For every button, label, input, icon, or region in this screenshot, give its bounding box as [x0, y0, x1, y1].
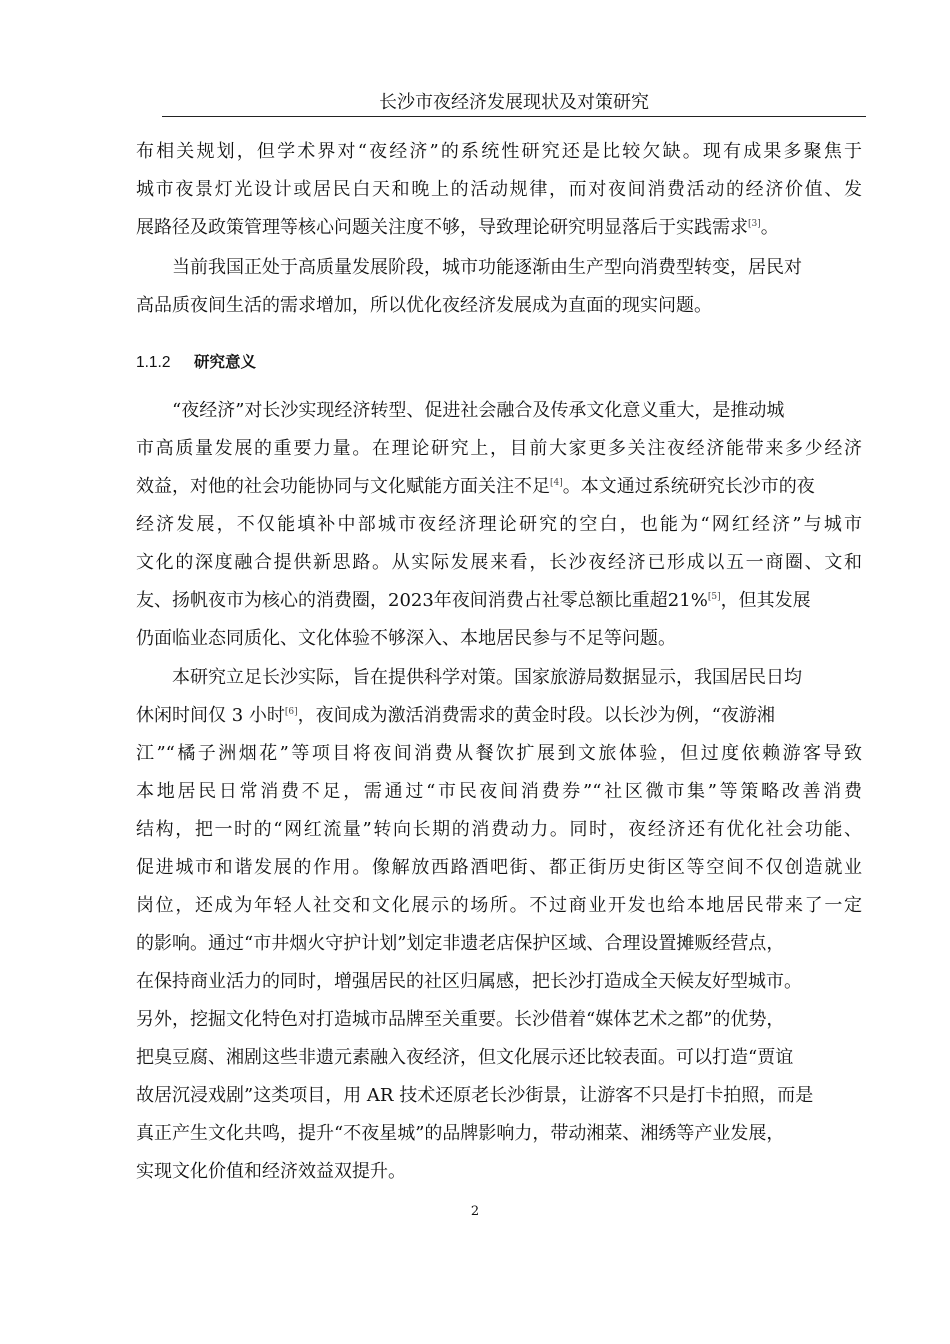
citation-6: [6] [284, 707, 298, 717]
para1-line1: 布相关规划，但学术界对“夜经济”的系统性研究还是比较欠缺。现有成果多聚焦于 [136, 141, 862, 162]
para2-line2: 高品质夜间生活的需求增加，所以优化夜经济发展成为直面的现实问题。 [136, 295, 712, 316]
para4-line12: 故居沉浸戏剧”这类项目，用 AR 技术还原老长沙街景，让游客不只是打卡拍照，而是 [136, 1085, 814, 1106]
citation-4: [4] [550, 478, 563, 488]
para1-line2: 城市夜景灯光设计或居民白天和晚上的活动规律，而对夜间消费活动的经济价值、发 [136, 179, 862, 200]
para2-line1: 当前我国正处于高质量发展阶段，城市功能逐渐由生产型向消费型转变，居民对 [172, 257, 802, 278]
para4-line11: 把臭豆腐、湘剧这些非遗元素融入夜经济，但文化展示还比较表面。可以打造“贾谊 [136, 1047, 794, 1068]
para3-line2: 市高质量发展的重要力量。在理论研究上，目前大家更多关注夜经济能带来多少经济 [136, 438, 862, 459]
para4-line4: 本地居民日常消费不足，需通过“市民夜间消费券”“社区微市集”等策略改善消费 [136, 781, 862, 802]
para4-line5: 结构，把一时的“网红流量”转向长期的消费动力。同时，夜经济还有优化社会功能、 [136, 819, 862, 840]
para4-line8: 的影响。通过“市井烟火守护计划”划定非遗老店保护区域、合理设置摊贩经营点， [136, 933, 785, 954]
section-heading [136, 351, 256, 374]
para3-line3: 效益，对他的社会功能协同与文化赋能方面关注不足[4]。本文通过系统研究长沙市的夜 [136, 476, 815, 497]
citation-5: [5] [707, 592, 721, 602]
para3-line7: 仍面临业态同质化、文化体验不够深入、本地居民参与不足等问题。 [136, 628, 676, 649]
para4-line6: 促进城市和谐发展的作用。像解放西路酒吧街、都正街历史街区等空间不仅创造就业 [136, 857, 862, 878]
running-header: 长沙市夜经济发展现状及对策研究 [162, 90, 866, 117]
page-number: 2 [470, 1204, 480, 1219]
para4-line13: 真正产生文化共鸣，提升“不夜星城”的品牌影响力，带动湘菜、湘绣等产业发展， [136, 1123, 785, 1144]
para3-line5: 文化的深度融合提供新思路。从实际发展来看，长沙夜经济已形成以五一商圈、文和 [136, 552, 862, 573]
citation-3: [3] [748, 219, 761, 229]
para3-line4: 经济发展，不仅能填补中部城市夜经济理论研究的空白，也能为“网红经济”与城市 [136, 514, 862, 535]
para4-line10: 另外，挖掘文化特色对打造城市品牌至关重要。长沙借着“媒体艺术之都”的优势， [136, 1009, 785, 1030]
para4-line2: 休闲时间仅 3 小时[6]，夜间成为激活消费需求的黄金时段。以长沙为例，“夜游湘 [136, 705, 775, 726]
para3-line6: 友、扬帆夜市为核心的消费圈，2023年夜间消费占社零总额比重超21%[5]，但其发展 [136, 590, 811, 611]
para4-line1: 本研究立足长沙实际，旨在提供科学对策。国家旅游局数据显示，我国居民日均 [172, 667, 802, 688]
para4-line3: 江”“橘子洲烟花”等项目将夜间消费从餐饮扩展到文旅体验，但过度依赖游客导致 [136, 743, 862, 764]
para3-line1: “夜经济”对长沙实现经济转型、促进社会融合及传承文化意义重大，是推动城 [172, 400, 785, 421]
para1-line3: 展路径及政策管理等核心问题关注度不够，导致理论研究明显落后于实践需求[3]。 [136, 217, 779, 238]
para4-line14: 实现文化价值和经济效益双提升。 [136, 1161, 406, 1182]
section-title: 研究意义 [194, 353, 257, 371]
section-number: 1.1.2 [136, 354, 171, 371]
para4-line9: 在保持商业活力的同时，增强居民的社区归属感，把长沙打造成全天候友好型城市。 [136, 971, 802, 992]
para4-line7: 岗位，还成为年轻人社交和文化展示的场所。不过商业开发也给本地居民带来了一定 [136, 895, 862, 916]
